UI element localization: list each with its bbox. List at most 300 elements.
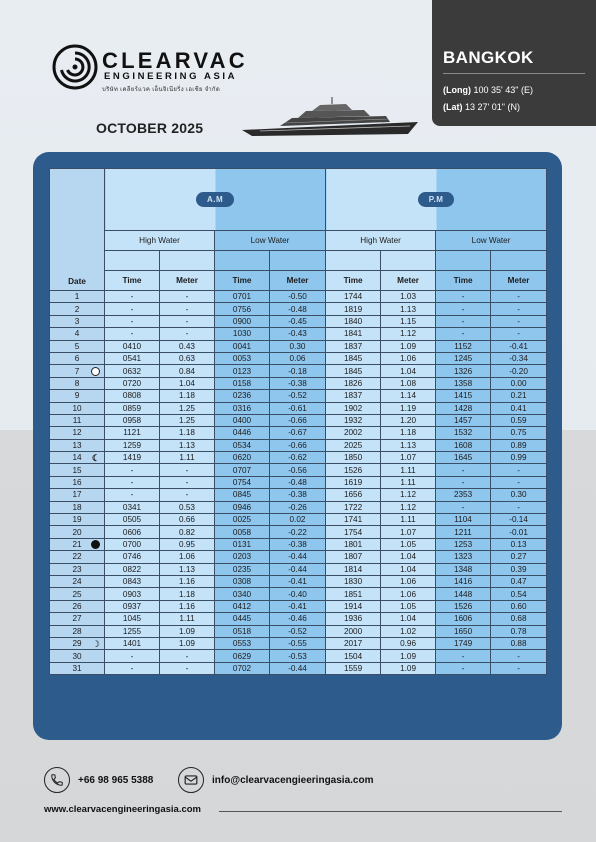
table-row [50,600,547,612]
am-low-meter: -0.18 [270,365,326,377]
pm-low-meter: 0.30 [491,489,547,501]
am-high-meter: 1.25 [160,414,215,426]
am-high-time: 0720 [105,377,160,389]
pm-high-meter: 1.11 [381,514,436,526]
pm-high-time: 2000 [326,625,381,637]
date-cell: 31 [50,662,105,674]
pm-low-time: 1428 [436,402,491,414]
pm-low-meter: - [491,476,547,488]
am-low-meter: -0.22 [270,526,326,538]
pm-high-time: 1807 [326,551,381,563]
am-low-time: 0236 [215,390,270,402]
pm-high-meter: 1.09 [381,662,436,674]
am-low-meter: -0.55 [270,637,326,649]
pm-low-time: 1650 [436,625,491,637]
am-high-time: - [105,315,160,327]
pm-low-time: 1348 [436,563,491,575]
am-high-time: 1045 [105,613,160,625]
pm-high-time: 1526 [326,464,381,476]
am-high-time: 1259 [105,439,160,451]
date-cell: 21 [50,538,105,550]
pm-high-time: 1722 [326,501,381,513]
am-high-time: 1255 [105,625,160,637]
pm-low-meter: - [491,315,547,327]
am-high-time: 0541 [105,352,160,364]
pm-high-meter: 1.04 [381,563,436,575]
am-high-meter: - [160,303,215,315]
table-row [50,514,547,526]
date-cell: 7 [50,365,105,377]
am-high-meter: 1.16 [160,600,215,612]
am-low-time: 0308 [215,575,270,587]
am-low-meter: -0.45 [270,315,326,327]
pm-low-meter: 0.60 [491,600,547,612]
new-moon-icon [91,540,100,549]
tide-table-body [50,291,547,675]
date-cell: 11 [50,414,105,426]
pm-low-time: - [436,464,491,476]
am-low-meter: -0.67 [270,427,326,439]
phone-number: +66 98 965 5388 [78,774,154,786]
pm-low-meter: 0.54 [491,588,547,600]
pm-low-meter: - [491,501,547,513]
date-cell: 23 [50,563,105,575]
date-cell: 26 [50,600,105,612]
pm-high-time: 1619 [326,476,381,488]
table-row [50,402,547,414]
pm-low-time: 1358 [436,377,491,389]
am-high-time: - [105,464,160,476]
longitude-value: 100 35' 43" (E) [473,85,533,95]
mail-icon [178,767,204,793]
pm-low-meter: 0.13 [491,538,547,550]
am-high-meter: - [160,476,215,488]
am-high-time: 0505 [105,514,160,526]
pm-high-time: 1826 [326,377,381,389]
pm-low-time: 1606 [436,613,491,625]
pm-pill: P.M [418,192,455,207]
pm-low-meter: 0.88 [491,637,547,649]
pm-high-time: 1840 [326,315,381,327]
table-row [50,575,547,587]
am-high-water-header: High Water [105,231,215,251]
am-low-time: 0701 [215,291,270,303]
am-low-time: 0158 [215,377,270,389]
tide-table [49,168,547,675]
pm-high-time: 1754 [326,526,381,538]
date-cell: 25 [50,588,105,600]
pm-low-water-header: Low Water [436,231,547,251]
pm-low-time: - [436,315,491,327]
pm-high-time: 1504 [326,650,381,662]
date-cell: 15 [50,464,105,476]
date-cell: 12 [50,427,105,439]
am-low-meter: -0.56 [270,464,326,476]
pm-low-time: 1645 [436,452,491,464]
table-row [50,291,547,303]
pm-low-time: 1104 [436,514,491,526]
table-row [50,365,547,377]
pm-high-meter: 1.07 [381,452,436,464]
am-low-meter: -0.44 [270,662,326,674]
am-low-meter: -0.38 [270,489,326,501]
am-high-time: 0903 [105,588,160,600]
am-low-meter: -0.40 [270,588,326,600]
table-row [50,538,547,550]
pm-low-time: - [436,291,491,303]
am-low-meter: -0.38 [270,377,326,389]
date-cell: 22 [50,551,105,563]
pm-high-time: 1830 [326,575,381,587]
am-high-time: 0341 [105,501,160,513]
pm-low-time: 1323 [436,551,491,563]
longitude [443,85,533,95]
brand-thai-name: บริษัท เคลียร์แวค เอ็นจิเนียริ่ง เอเชีย จำกัด [102,87,221,93]
am-low-meter: -0.61 [270,402,326,414]
pm-low-time: - [436,476,491,488]
am-high-meter: 1.09 [160,637,215,649]
am-high-meter: 1.04 [160,377,215,389]
col-meter: Meter [270,271,326,291]
am-low-meter: -0.62 [270,452,326,464]
table-row [50,489,547,501]
pm-high-time: 2025 [326,439,381,451]
am-high-time: 0843 [105,575,160,587]
swirl-logo-icon [52,44,98,90]
am-high-meter: - [160,489,215,501]
pm-low-meter: 0.41 [491,402,547,414]
pm-high-meter: 1.05 [381,600,436,612]
am-high-time: 0822 [105,563,160,575]
am-high-meter: 0.63 [160,352,215,364]
pm-low-time: - [436,328,491,340]
pm-low-time: 1211 [436,526,491,538]
am-low-time: 0946 [215,501,270,513]
company-logo [52,44,272,94]
pm-low-meter: -0.14 [491,514,547,526]
am-low-meter: -0.66 [270,439,326,451]
am-low-time: 0620 [215,452,270,464]
am-high-time: - [105,291,160,303]
date-cell: 16 [50,476,105,488]
table-row [50,613,547,625]
brand-subtitle: ENGINEERING ASIA [104,71,238,82]
tide-table-panel [33,152,562,740]
am-high-time: 0859 [105,402,160,414]
location-box [432,0,596,126]
pm-high-time: 1837 [326,340,381,352]
pm-high-time: 1744 [326,291,381,303]
pm-high-time: 2017 [326,637,381,649]
pm-high-meter: 1.06 [381,352,436,364]
pm-high-meter: 1.04 [381,551,436,563]
pm-high-meter: 1.20 [381,414,436,426]
date-cell: 9 [50,390,105,402]
am-low-meter: -0.38 [270,538,326,550]
am-high-time: 0958 [105,414,160,426]
pm-high-meter: 1.11 [381,476,436,488]
pm-high-meter: 0.96 [381,637,436,649]
date-cell: 5 [50,340,105,352]
am-high-time: 0746 [105,551,160,563]
pm-high-meter: 1.09 [381,340,436,352]
am-high-meter: 0.66 [160,514,215,526]
am-high-meter: 0.43 [160,340,215,352]
am-low-meter: 0.02 [270,514,326,526]
pm-high-time: 1814 [326,563,381,575]
pm-high-meter: 1.03 [381,291,436,303]
table-row [50,563,547,575]
col-meter: Meter [491,271,547,291]
pm-high-meter: 1.07 [381,526,436,538]
am-low-time: 0041 [215,340,270,352]
pm-low-time: 1245 [436,352,491,364]
table-row [50,303,547,315]
date-cell: 30 [50,650,105,662]
pm-high-time: 1656 [326,489,381,501]
table-row [50,439,547,451]
pm-high-meter: 1.15 [381,315,436,327]
table-row [50,390,547,402]
table-row [50,464,547,476]
phone-contact[interactable] [44,766,153,794]
city-name: BANGKOK [443,48,534,67]
divider [443,73,585,74]
date-cell: 27 [50,613,105,625]
pm-low-meter: 0.78 [491,625,547,637]
pm-high-meter: 1.18 [381,427,436,439]
pm-high-time: 2002 [326,427,381,439]
pm-low-meter: 0.39 [491,563,547,575]
am-high-time: - [105,489,160,501]
date-cell: 4 [50,328,105,340]
am-high-meter: - [160,328,215,340]
col-time: Time [215,271,270,291]
am-low-time: 0845 [215,489,270,501]
am-low-meter: -0.41 [270,575,326,587]
date-cell: 19 [50,514,105,526]
pm-low-meter: 0.68 [491,613,547,625]
table-row [50,352,547,364]
am-low-meter: 0.06 [270,352,326,364]
longitude-label: (Long) [443,85,471,95]
table-row [50,414,547,426]
pm-low-meter: 0.27 [491,551,547,563]
email-address: info@clearvacengieeringasia.com [212,774,374,786]
pm-low-meter: -0.34 [491,352,547,364]
date-cell: 8 [50,377,105,389]
am-high-meter: 0.84 [160,365,215,377]
am-low-time: 0707 [215,464,270,476]
am-low-time: 0412 [215,600,270,612]
pm-high-time: 1837 [326,390,381,402]
col-meter: Meter [381,271,436,291]
am-low-time: 0123 [215,365,270,377]
am-low-time: 0553 [215,637,270,649]
am-low-meter: -0.50 [270,291,326,303]
table-row [50,377,547,389]
am-high-time: 1401 [105,637,160,649]
date-cell: 29 ☽ [50,637,105,649]
am-low-meter: -0.44 [270,563,326,575]
month-title: OCTOBER 2025 [96,120,204,136]
am-low-meter: 0.30 [270,340,326,352]
am-high-meter: - [160,650,215,662]
pm-high-meter: 1.02 [381,625,436,637]
latitude-label: (Lat) [443,102,463,112]
table-row [50,452,547,464]
am-low-meter: -0.41 [270,600,326,612]
pm-low-time: 1448 [436,588,491,600]
am-low-time: 0203 [215,551,270,563]
pm-low-meter: -0.01 [491,526,547,538]
am-low-meter: -0.53 [270,650,326,662]
am-header [105,169,326,231]
pm-low-meter: - [491,291,547,303]
am-low-time: 0445 [215,613,270,625]
pm-low-time: 1532 [436,427,491,439]
table-row [50,662,547,674]
pm-low-time: 1526 [436,600,491,612]
pm-high-meter: 1.12 [381,328,436,340]
am-high-time: 0606 [105,526,160,538]
pm-low-time: 2353 [436,489,491,501]
date-cell: 1 [50,291,105,303]
brand-name: CLEARVAC [102,48,248,73]
pm-high-meter: 1.13 [381,439,436,451]
pm-high-meter: 1.09 [381,650,436,662]
pm-high-meter: 1.12 [381,501,436,513]
website-link[interactable]: www.clearvacengineeringasia.com [44,804,201,815]
date-cell: 24 [50,575,105,587]
am-high-meter: 1.25 [160,402,215,414]
am-low-meter: -0.26 [270,501,326,513]
am-high-meter: 1.13 [160,563,215,575]
pm-low-meter: - [491,662,547,674]
pm-high-meter: 1.05 [381,538,436,550]
am-low-time: 0518 [215,625,270,637]
pm-high-water-header: High Water [326,231,436,251]
am-low-meter: -0.48 [270,476,326,488]
am-low-meter: -0.46 [270,613,326,625]
footer-divider [219,811,562,812]
pm-low-meter: 0.99 [491,452,547,464]
am-low-time: 0446 [215,427,270,439]
email-contact[interactable] [178,766,373,794]
pm-high-time: 1914 [326,600,381,612]
col-time: Time [436,271,491,291]
table-row [50,501,547,513]
am-high-meter: - [160,291,215,303]
am-low-time: 0756 [215,303,270,315]
pm-low-time: - [436,303,491,315]
pm-high-time: 1741 [326,514,381,526]
am-low-time: 0534 [215,439,270,451]
pm-low-time: 1608 [436,439,491,451]
pm-low-time: 1415 [436,390,491,402]
date-cell: 6 [50,352,105,364]
am-low-water-header: Low Water [215,231,326,251]
pm-low-meter: 0.75 [491,427,547,439]
pm-low-meter: - [491,328,547,340]
pm-high-time: 1845 [326,352,381,364]
am-high-time: 0700 [105,538,160,550]
date-cell: 10 [50,402,105,414]
am-low-meter: -0.52 [270,390,326,402]
col-meter: Meter [160,271,215,291]
pm-low-meter: - [491,303,547,315]
am-high-time: 1419 [105,452,160,464]
pm-high-meter: 1.08 [381,377,436,389]
pm-high-time: 1902 [326,402,381,414]
yacht-illustration [240,96,420,138]
pm-high-time: 1801 [326,538,381,550]
pm-high-meter: 1.11 [381,464,436,476]
am-low-time: 0629 [215,650,270,662]
am-high-meter: 0.82 [160,526,215,538]
am-high-time: - [105,662,160,674]
table-row [50,328,547,340]
pm-low-time: 1152 [436,340,491,352]
full-moon-icon [91,367,100,376]
table-row [50,526,547,538]
latitude [443,102,520,112]
am-high-time: 0632 [105,365,160,377]
pm-low-time: - [436,662,491,674]
am-low-time: 0025 [215,514,270,526]
pm-low-time: 1253 [436,538,491,550]
date-cell: 2 [50,303,105,315]
am-low-meter: -0.66 [270,414,326,426]
am-high-meter: 1.18 [160,427,215,439]
pm-low-meter: -0.41 [491,340,547,352]
table-row [50,650,547,662]
pm-low-meter: 0.59 [491,414,547,426]
pm-high-time: 1559 [326,662,381,674]
am-high-time: 0937 [105,600,160,612]
pm-high-meter: 1.12 [381,489,436,501]
pm-low-time: 1749 [436,637,491,649]
am-high-meter: 1.11 [160,452,215,464]
am-low-time: 0900 [215,315,270,327]
am-low-meter: -0.48 [270,303,326,315]
am-low-time: 0235 [215,563,270,575]
pm-low-meter: 0.00 [491,377,547,389]
am-low-time: 1030 [215,328,270,340]
am-low-time: 0131 [215,538,270,550]
am-high-meter: 1.06 [160,551,215,563]
am-low-meter: -0.44 [270,551,326,563]
table-row [50,588,547,600]
pm-low-meter: - [491,464,547,476]
date-cell: 28 [50,625,105,637]
am-low-time: 0058 [215,526,270,538]
pm-high-meter: 1.04 [381,613,436,625]
am-high-meter: 1.18 [160,588,215,600]
first-quarter-moon-icon: ☽ [91,638,100,649]
am-high-time: - [105,650,160,662]
am-high-meter: 0.95 [160,538,215,550]
am-high-time: - [105,476,160,488]
date-cell: 20 [50,526,105,538]
pm-low-meter: 0.47 [491,575,547,587]
pm-high-meter: 1.14 [381,390,436,402]
am-low-time: 0316 [215,402,270,414]
date-cell: 18 [50,501,105,513]
date-cell: 17 [50,489,105,501]
phone-icon [44,767,70,793]
am-low-time: 0400 [215,414,270,426]
